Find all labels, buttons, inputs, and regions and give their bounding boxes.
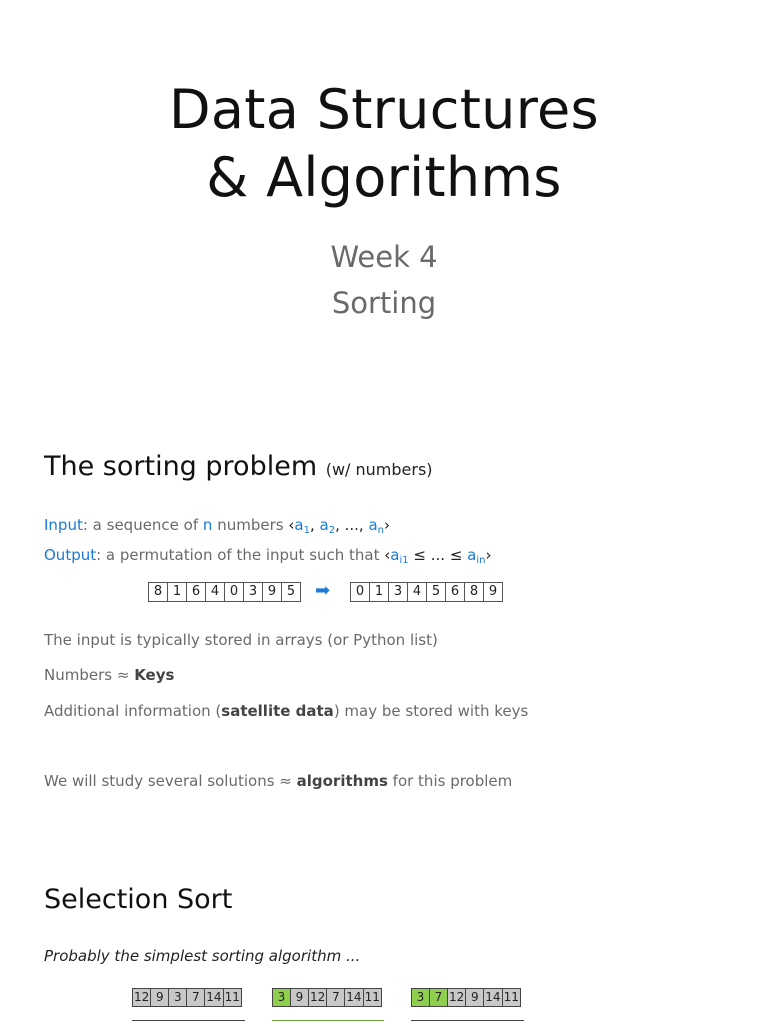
output-line bbox=[44, 543, 491, 573]
array-cell: 1 bbox=[370, 583, 389, 601]
cut-off-array-3 bbox=[411, 1020, 524, 1025]
array-cell: 3 bbox=[389, 583, 408, 601]
array-cell: 5 bbox=[286, 584, 296, 599]
keys-prefix: Numbers ≈ bbox=[44, 666, 135, 684]
paragraph-satellite bbox=[44, 702, 528, 720]
array-cell: 4 bbox=[408, 583, 427, 601]
algorithms-prefix: We will study several solutions ≈ bbox=[44, 772, 297, 790]
unsorted-cell: 12 bbox=[310, 990, 326, 1004]
topic-label: Sorting bbox=[331, 286, 437, 320]
cut-off-array-1 bbox=[132, 1020, 245, 1025]
sequence-notation: $‹a_1$, $a_2$, ..., $a_n›$ bbox=[288, 516, 390, 536]
sorting-problem-title: The sorting problem bbox=[44, 451, 318, 482]
array-cell: 8 bbox=[149, 583, 168, 601]
unsorted-array bbox=[148, 582, 301, 602]
array-cell: 5 bbox=[427, 583, 446, 601]
n-variable: n bbox=[202, 516, 213, 534]
array-cell: 3 bbox=[244, 583, 263, 601]
selection-step-array bbox=[411, 988, 521, 1007]
page-title bbox=[0, 76, 768, 212]
unsorted-cell: 3 bbox=[169, 989, 187, 1006]
sorting-problem-heading bbox=[44, 451, 433, 482]
unsorted-cell: 12 bbox=[134, 990, 150, 1004]
input-text: : a sequence of bbox=[82, 516, 199, 534]
unsorted-cell: 14 bbox=[485, 990, 501, 1004]
sorting-example bbox=[0, 582, 768, 602]
array-cell: 6 bbox=[187, 583, 206, 601]
unsorted-cell: 12 bbox=[449, 990, 465, 1004]
array-cell: 8 bbox=[465, 583, 484, 601]
selection-sort-heading: Selection Sort bbox=[44, 884, 233, 915]
satellite-bold: satellite data bbox=[221, 702, 334, 720]
selection-sort-intro: Probably the simplest sorting algorithm ... bbox=[44, 947, 361, 965]
input-line bbox=[44, 513, 491, 543]
cut-off-array-2 bbox=[272, 1020, 384, 1025]
title-block bbox=[0, 76, 768, 326]
unsorted-cell: 9 bbox=[466, 989, 484, 1006]
array-cell: 0 bbox=[351, 583, 370, 601]
selection-sort-steps bbox=[0, 988, 768, 1008]
arrow-right-icon: ➡ bbox=[315, 580, 331, 601]
keys-bold: Keys bbox=[134, 666, 175, 684]
input-label: Input bbox=[44, 516, 83, 534]
output-label: Output bbox=[44, 546, 97, 564]
permutation-notation: $‹a_{i1}$ ≤ ... ≤ $a_{in}›$ bbox=[384, 546, 492, 566]
satellite-prefix: Additional information ( bbox=[44, 702, 222, 720]
array-cell: 6 bbox=[446, 583, 465, 601]
algorithms-suffix: for this problem bbox=[387, 772, 513, 790]
unsorted-cell: 14 bbox=[206, 990, 222, 1004]
array-cell: 4 bbox=[206, 583, 225, 601]
subtitle bbox=[0, 234, 768, 326]
array-cell: 1 bbox=[168, 583, 187, 601]
sorted-cell: 7 bbox=[430, 989, 448, 1006]
unsorted-cell: 9 bbox=[151, 989, 169, 1006]
output-text: : a permutation of the input such that bbox=[96, 546, 380, 564]
unsorted-cell: 11 bbox=[224, 990, 240, 1004]
sorted-array bbox=[350, 582, 503, 602]
unsorted-cell: 11 bbox=[503, 990, 519, 1004]
title-line-1: Data Structures bbox=[169, 78, 599, 141]
unsorted-cell: 7 bbox=[187, 989, 205, 1006]
selection-step-array bbox=[132, 988, 242, 1007]
unsorted-cell: 9 bbox=[291, 989, 309, 1006]
paragraph-algorithms bbox=[44, 772, 512, 790]
unsorted-cell: 7 bbox=[327, 989, 345, 1006]
array-cell: 9 bbox=[488, 584, 498, 599]
sorted-cell: 3 bbox=[273, 989, 291, 1006]
title-line-2: & Algorithms bbox=[206, 146, 562, 209]
array-cell: 9 bbox=[263, 583, 282, 601]
io-definition bbox=[44, 513, 491, 573]
selection-step-array bbox=[272, 988, 382, 1007]
array-cell: 0 bbox=[225, 583, 244, 601]
sorted-cell: 3 bbox=[412, 989, 430, 1006]
unsorted-cell: 11 bbox=[364, 990, 380, 1004]
week-label: Week 4 bbox=[330, 240, 438, 274]
numbers-text: numbers bbox=[217, 516, 284, 534]
satellite-suffix: ) may be stored with keys bbox=[333, 702, 529, 720]
algorithms-bold: algorithms bbox=[296, 772, 388, 790]
paragraph-keys bbox=[44, 666, 174, 684]
paragraph-arrays: The input is typically stored in arrays (or Python list) bbox=[44, 631, 438, 649]
cut-off-steps bbox=[0, 1020, 768, 1024]
unsorted-cell: 14 bbox=[346, 990, 362, 1004]
heading-note: (w/ numbers) bbox=[325, 460, 433, 479]
